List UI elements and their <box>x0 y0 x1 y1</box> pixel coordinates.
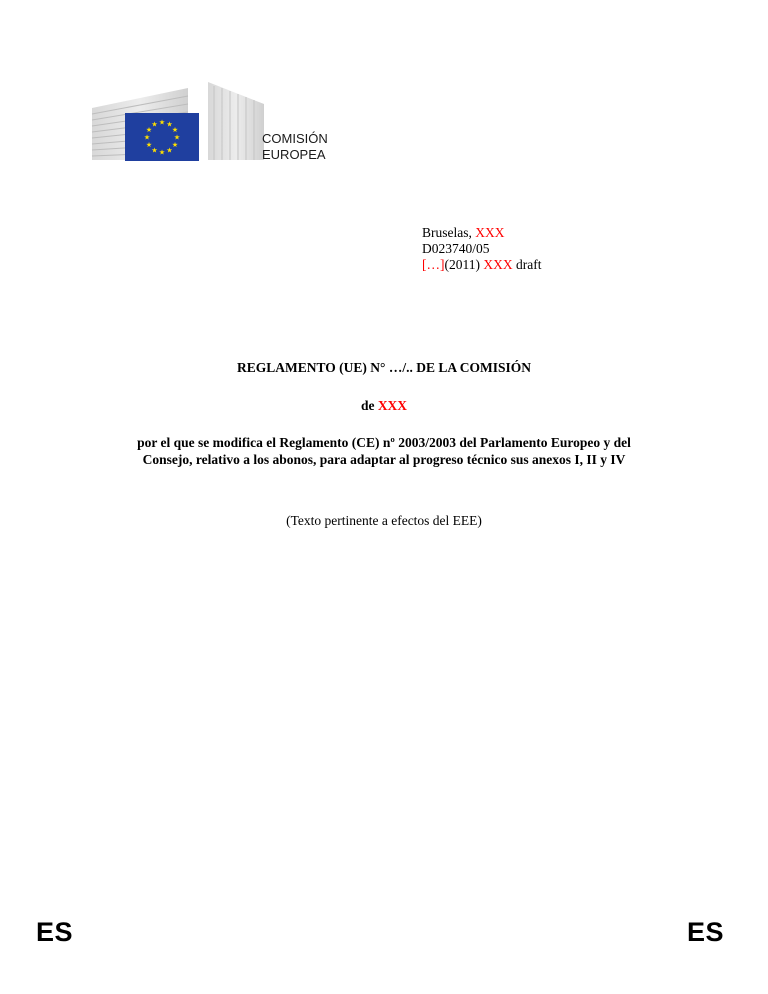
regulation-date-placeholder: XXX <box>377 398 408 413</box>
svg-text:★: ★ <box>166 120 173 129</box>
reference-block <box>422 225 541 273</box>
doc-prefix: […] <box>422 257 445 272</box>
commission-name-line2: EUROPEA <box>262 147 326 162</box>
svg-text:★: ★ <box>145 141 153 149</box>
place-date-line <box>422 225 541 241</box>
svg-text:★: ★ <box>173 133 181 142</box>
subject-line-1: por el que se modifica el Reglamento (CE) nº 2003/2003 del Parlamento Europeo y del <box>137 435 631 450</box>
date-placeholder: XXX <box>475 225 505 240</box>
svg-text:★: ★ <box>151 146 158 155</box>
doc-suffix: draft <box>516 257 542 272</box>
svg-text:★: ★ <box>145 126 153 134</box>
svg-text:★: ★ <box>143 133 151 142</box>
eee-relevance-note: (Texto pertinente a efectos del EEE) <box>286 513 482 528</box>
doc-year: (2011) <box>444 257 480 272</box>
svg-text:★: ★ <box>158 118 166 127</box>
language-code-left: ES <box>36 917 74 947</box>
document-number-line <box>422 257 541 273</box>
regulation-subject <box>90 434 678 468</box>
svg-text:★: ★ <box>151 120 158 129</box>
svg-text:★: ★ <box>158 148 166 157</box>
commission-name <box>262 131 328 163</box>
svg-text:★: ★ <box>166 146 173 155</box>
regulation-date <box>0 398 768 414</box>
date-prefix: de <box>360 398 375 413</box>
language-code-right: ES <box>687 917 725 947</box>
svg-text:★: ★ <box>171 126 179 134</box>
reference-number: D023740/05 <box>422 241 490 256</box>
regulation-title: REGLAMENTO (UE) N° …/.. DE LA COMISIÓN <box>237 360 531 375</box>
doc-placeholder: XXX <box>483 257 513 272</box>
city-label: Bruselas, <box>422 225 472 240</box>
subject-line-2: Consejo, relativo a los abonos, para adaptar al progreso técnico sus anexos I, II y IV <box>142 452 626 467</box>
svg-text:★: ★ <box>171 141 179 149</box>
commission-name-line1: COMISIÓN <box>262 131 328 146</box>
